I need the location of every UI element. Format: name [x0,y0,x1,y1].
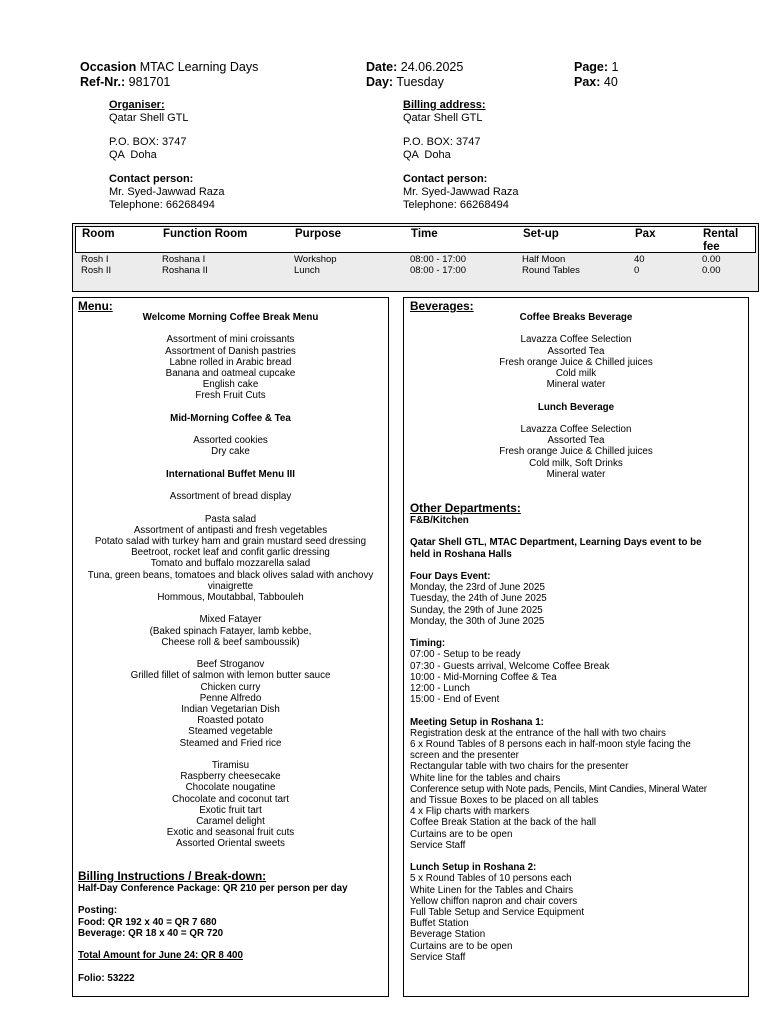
posting-label: Posting: [78,905,118,917]
list-item: Steamed and Fried rice [179,737,282,749]
cell-room: Rosh II [81,265,112,276]
folio: Folio: 53222 [78,972,135,984]
pax-value: 40 [603,75,618,89]
page-label: Page: [574,60,609,74]
beverages-content [404,312,748,480]
billing-address-box: P.O. BOX: 3747 [403,136,481,149]
cell-pax: 0 [634,265,640,276]
list-item: Mineral water [546,468,606,480]
list-item: 6 x Round Tables of 8 persons each in half-moon style facing the [410,739,691,750]
col-room: Room [82,228,115,240]
occasion-label: Occasion [80,60,137,74]
cell-purpose: Lunch [294,265,320,276]
event-intro-line1: Qatar Shell GTL, MTAC Department, Learning Days event to be [410,537,702,549]
list-item: vinaigrette [207,580,254,592]
billing-title: Billing Instructions / Break-down: [78,869,267,883]
list-item: Assorted Oriental sweets [176,838,285,850]
list-item: Tuesday, the 24th of June 2025 [410,593,547,605]
buffet-title: International Buffet Menu III [166,468,295,480]
total-amount: Total Amount for June 24: QR 8 400 [78,950,243,962]
list-item: Coffee Break Station at the back of the hall [410,817,597,829]
list-item: Chicken curry [200,681,261,693]
cell-setup: Round Tables [522,265,580,276]
col-time: Time [411,228,438,240]
timing-title: Timing: [410,638,446,650]
organiser-contact-title: Contact person: [109,173,194,186]
col-rental-fee-line1: Rental [703,228,739,240]
list-item: Assorted cookies [193,435,268,447]
list-item: Lavazza Coffee Selection [520,423,632,435]
list-item: 5 x Round Tables of 10 persons each [410,873,572,885]
list-item: Tomato and buffalo mozzarella salad [150,558,311,570]
list-item: Assortment of antipasti and fresh vegetables [133,524,328,536]
other-departments-title: Other Departments: [410,501,521,515]
cell-pax: 40 [634,254,645,265]
list-item: Chocolate nougatine [185,782,276,794]
pax-line [574,75,618,90]
list-item: 07:30 - Guests arrival, Welcome Coffee Break [410,660,610,672]
billing-address-block [403,99,653,211]
occasion-value: MTAC Learning Days [139,60,259,74]
list-item: Cheese roll & beef samboussik) [161,636,300,648]
list-item: 10:00 - Mid-Morning Coffee & Tea [410,671,557,683]
event-intro-line2: held in Roshana Halls [410,548,512,560]
day-label: Day: [366,75,394,89]
list-item: Registration desk at the entrance of the hall with two chairs [410,727,666,739]
list-item: Sunday, the 29th of June 2025 [410,604,543,616]
four-days-title: Four Days Event: [410,570,491,582]
menu-box [72,297,389,997]
beverages-title: Beverages: [410,299,474,313]
other-departments [410,501,744,963]
lunch-setup-title: Lunch Setup in Roshana 2: [410,862,537,874]
list-item: Exotic fruit tart [199,804,262,816]
list-item: Roasted potato [197,715,264,727]
list-item: Raspberry cheesecake [180,771,281,783]
col-purpose: Purpose [295,228,342,240]
organiser-name: Qatar Shell GTL [109,111,189,124]
breakfast-title: Welcome Morning Coffee Break Menu [142,312,319,323]
billing-contact-title: Contact person: [403,173,488,186]
list-item: Buffet Station [410,918,469,930]
list-item: Tuna, green beans, tomatoes and black olives salad with anchovy [87,569,374,581]
list-item: Pasta salad [204,513,257,525]
date-line [366,60,463,75]
list-item: Penne Alfredo [199,692,262,704]
list-item: Chocolate and coconut tart [171,793,290,805]
organiser-title: Organiser: [109,99,165,111]
beverages-box [403,297,749,997]
list-item: Lavazza Coffee Selection [520,334,632,346]
organiser-block [109,99,359,211]
ref-value: 981701 [128,75,171,89]
ref-label: Ref-Nr.: [80,75,126,89]
lunch-beverage-title: Lunch Beverage [537,401,615,413]
list-item: 4 x Flip charts with markers [410,806,530,818]
list-item: Caramel delight [196,816,265,827]
billing-telephone: Telephone: 66268494 [403,198,509,211]
list-item: screen and the presenter [410,750,519,762]
list-item: Potato salad with turkey ham and grain mustard seed dressing [94,535,367,547]
list-item: Beverage Station [410,929,486,941]
cell-function-room: Roshana II [162,265,208,276]
room-table-header [75,226,756,253]
other-departments-subtitle: F&B/Kitchen [410,515,469,526]
list-item: Assortment of mini croissants [166,334,295,346]
billing-address-name: Qatar Shell GTL [403,111,483,124]
table-row [73,265,758,277]
cell-setup: Half Moon [522,254,566,265]
list-item: Cold milk, Soft Drinks [529,457,623,469]
list-item: White Linen for the Tables and Chairs [410,884,574,896]
list-item: Assortment of Danish pastries [165,345,296,357]
cell-room: Rosh I [81,254,109,265]
cell-fee: 0.00 [702,254,721,265]
list-item: Assorted Tea [547,435,605,447]
list-item: Grilled fillet of salmon with lemon butter sauce [130,670,331,682]
ref-line [80,75,170,90]
list-item: 12:00 - Lunch [410,683,470,694]
list-item: Assortment of bread display [169,491,292,503]
list-item: Rectangular table with two chairs for the presenter [410,761,629,773]
billing-instructions [78,869,383,984]
menu-title: Menu: [78,299,113,313]
cell-time: 08:00 - 17:00 [410,265,466,276]
cell-time: 08:00 - 17:00 [410,254,466,265]
list-item: 07:00 - Setup to be ready [410,649,521,661]
list-item: Fresh Fruit Cuts [195,390,266,402]
list-item: Curtains are to be open [410,828,513,840]
date-label: Date: [366,60,398,74]
organiser-contact-name: Mr. Syed-Jawwad Raza [109,185,225,198]
organiser-city: QA Doha [109,148,157,161]
list-item: Tiramisu [211,759,250,771]
list-item: Banana and oatmeal cupcake [165,368,296,379]
posting-food: Food: QR 192 x 40 = QR 7 680 [78,916,217,928]
list-item: Service Staff [410,839,466,851]
list-item: Curtains are to be open [410,940,513,952]
coffee-beverage-title: Coffee Breaks Beverage [519,312,633,323]
billing-contact-name: Mr. Syed-Jawwad Raza [403,185,519,198]
list-item: Labne rolled in Arabic bread [169,356,292,368]
col-rental-fee-line2: fee [703,241,720,253]
col-function-room: Function Room [163,228,248,240]
list-item: Indian Vegetarian Dish [181,703,280,715]
list-item: Full Table Setup and Service Equipment [410,907,585,919]
list-item: Mineral water [546,379,606,391]
col-setup: Set-up [523,228,559,240]
posting-beverage: Beverage: QR 18 x 40 = QR 720 [78,927,224,939]
list-item: (Baked spinach Fatayer, lamb kebbe, [149,625,312,637]
list-item: Fresh orange Juice & Chilled juices [499,356,653,368]
billing-address-city: QA Doha [403,148,451,161]
list-item: Cold milk [555,368,597,379]
day-line [366,75,444,90]
list-item: Mixed Fatayer [199,614,262,626]
list-item: Hommous, Moutabbal, Tabbouleh [157,591,304,603]
cell-function-room: Roshana I [162,254,206,265]
list-item: English cake [202,379,259,391]
room-table [72,223,759,292]
meeting-setup-title: Meeting Setup in Roshana 1: [410,716,544,728]
list-item: Service Staff [410,951,466,963]
list-item: Monday, the 23rd of June 2025 [410,582,545,594]
cell-fee: 0.00 [702,265,721,276]
list-item: Yellow chiffon napron and chair covers [410,895,578,907]
col-pax: Pax [635,228,656,240]
col-rental-fee [703,228,738,254]
list-item: Conference setup with Note pads, Pencils, Mint Candies, Mineral Water [410,783,707,795]
cell-purpose: Workshop [294,254,337,265]
midmorning-title: Mid-Morning Coffee & Tea [170,412,291,424]
list-item: Steamed vegetable [188,726,273,738]
list-item: White line for the tables and chairs [410,772,561,784]
list-item: and Tissue Boxes to be placed on all tables [410,795,599,807]
list-item: Exotic and seasonal fruit cuts [166,827,295,839]
list-item: 15:00 - End of Event [410,694,500,706]
list-item: Assorted Tea [547,345,605,357]
organiser-telephone: Telephone: 66268494 [109,198,215,211]
occasion-line [80,60,258,75]
list-item: Monday, the 30th of June 2025 [410,615,545,627]
organiser-box: P.O. BOX: 3747 [109,136,187,149]
menu-content [73,312,388,850]
page-value: 1 [611,60,619,74]
list-item: Dry cake [211,446,250,458]
date-value: 24.06.2025 [400,60,464,74]
list-item: Fresh orange Juice & Chilled juices [499,446,653,458]
page-line [574,60,618,75]
list-item: Beetroot, rocket leaf and confit garlic dressing [131,547,330,559]
list-item: Beef Stroganov [196,659,265,671]
pax-label: Pax: [574,75,601,89]
day-value: Tuesday [396,75,444,89]
billing-address-title: Billing address: [403,99,486,111]
billing-package: Half-Day Conference Package: QR 210 per person per day [78,883,348,894]
